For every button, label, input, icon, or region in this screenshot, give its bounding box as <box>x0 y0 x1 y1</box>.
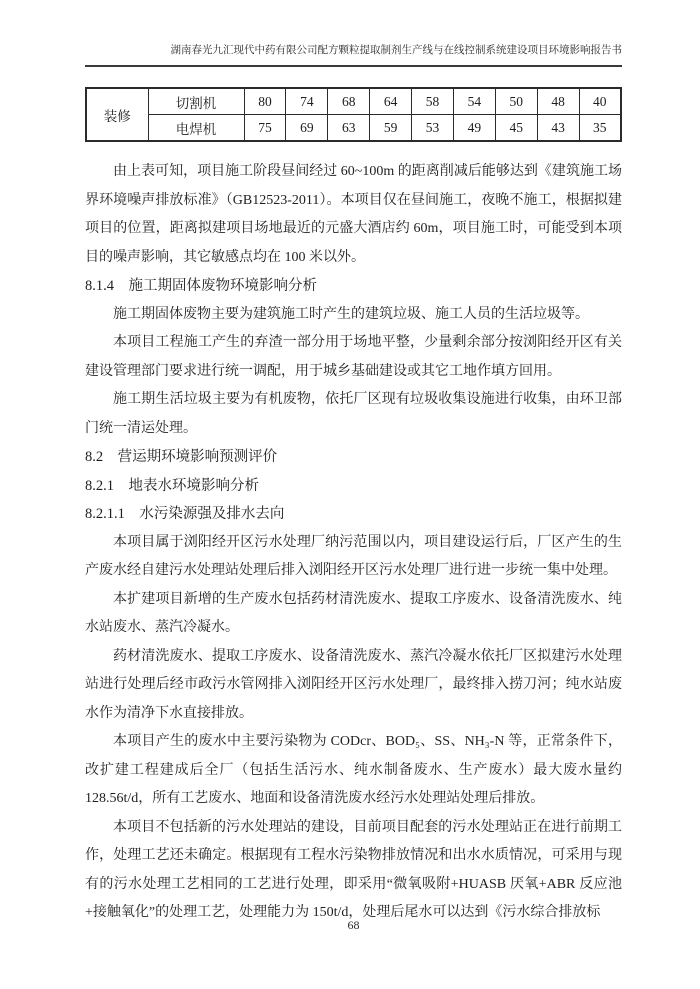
table-cell-value: 40 <box>579 88 621 115</box>
table-cell-value: 53 <box>412 115 454 142</box>
heading-8-2: 8.2 营运期环境影响预测评价 <box>85 449 278 465</box>
table-cell-value: 74 <box>286 88 328 115</box>
paragraph-wastewater-routing: 药材清洗废水、提取工序废水、设备清洗废水、蒸汽冷凝水依托厂区拟建污水处理站进行处理后经市政污水管网排入浏阳经开区污水处理厂，最终排入捞刀河；纯水站废水作为清净下水直接排放。 <box>85 648 622 721</box>
table-cell-value: 75 <box>244 115 286 142</box>
table-cell-stage-label: 装修 <box>86 88 148 141</box>
table-cell-value: 68 <box>328 88 370 115</box>
heading-8-2-1: 8.2.1 地表水环境影响分析 <box>85 477 259 494</box>
construction-noise-table <box>85 87 622 142</box>
page-footer <box>85 918 622 933</box>
table-cell-machine-label: 切割机 <box>148 88 244 115</box>
noise-table-section <box>85 87 622 142</box>
table-cell-value: 58 <box>412 88 454 115</box>
page-content <box>85 44 622 928</box>
heading-8-2-1-1: 8.2.1.1 水污染源强及排水去向 <box>85 506 285 522</box>
table-cell-value: 49 <box>453 115 495 142</box>
table-cell-value: 64 <box>370 88 412 115</box>
paragraph-treatment-station-plan: 本项目不包括新的污水处理站的建设，目前项目配套的污水处理站正在进行前期工作，处理工艺还未确定。根据现有工程水污染物排放情况和出水水质情况，可采用与现有的污水处理工艺相同的工艺进行处理，即采用“微氧吸附+HUASB 厌氧+ABR 反应池+接触氧化”的处理工艺，处理能力为 150t/d，处理后尾水可以达到《污水综合排放标 <box>85 819 622 920</box>
document-body <box>85 158 622 928</box>
table-cell-value: 54 <box>453 88 495 115</box>
table-cell-value: 35 <box>579 115 621 142</box>
table-cell-value: 80 <box>244 88 286 115</box>
table-row <box>86 115 621 142</box>
heading-8-1-4: 8.1.4 施工期固体废物环境影响分析 <box>85 278 317 294</box>
paragraph-noise-conclusion: 由上表可知，项目施工阶段昼间经过 60~100m 的距离削减后能够达到《建筑施工场界环境噪声排放标准》（GB12523-2011）。本项目仅在昼间施工，夜晚不施工，根据拟建项目的位置，距离拟建项目场地最近的元盛大酒店约 60m，项目施工时，可能受到本项目的噪声影响，其它敏感点均在 100 米以外。 <box>85 164 622 265</box>
page-header <box>85 44 622 67</box>
paragraph-sewage-scope: 本项目属于浏阳经开区污水处理厂纳污范围以内，项目建设运行后，厂区产生的生产废水经自建污水处理站处理后排入浏阳经开区污水处理厂进行进一步统一集中处理。 <box>85 534 622 578</box>
paragraph-domestic-garbage: 施工期生活垃圾主要为有机废物，依托厂区现有垃圾收集设施进行收集，由环卫部门统一清运处理。 <box>85 392 622 436</box>
table-cell-value: 45 <box>495 115 537 142</box>
running-head-title: 湖南春光九汇现代中药有限公司配方颗粒提取制剂生产线与在线控制系统建设项目环境影响报告书 <box>85 44 622 67</box>
paragraph-solid-waste-intro: 施工期固体废物主要为建筑施工时产生的建筑垃圾、施工人员的生活垃圾等。 <box>113 306 589 322</box>
page-number: 68 <box>347 918 360 932</box>
paragraph-pollutants-load: 本项目产生的废水中主要污染物为 CODcr、BOD₅、SS、NH₃-N 等，正常条件下，改扩建工程建成后全厂（包括生活污水、纯水制备废水、生产废水）最大废水量约 128.56t/d，所有工艺废水、地面和设备清洗废水经污水处理站处理后排放。 <box>85 734 622 806</box>
table-cell-value: 63 <box>328 115 370 142</box>
table-cell-value: 50 <box>495 88 537 115</box>
table-cell-value: 69 <box>286 115 328 142</box>
table-cell-value: 48 <box>537 88 579 115</box>
paragraph-new-wastewater-types: 本扩建项目新增的生产废水包括药材清洗废水、提取工序废水、设备清洗废水、纯水站废水、蒸汽冷凝水。 <box>85 591 622 635</box>
table-row <box>86 88 621 115</box>
paragraph-spoil-disposal: 本项目工程施工产生的弃渣一部分用于场地平整，少量剩余部分按浏阳经开区有关建设管理部门要求进行统一调配，用于城乡基础建设或其它工地作填方回用。 <box>85 335 622 379</box>
table-cell-value: 59 <box>370 115 412 142</box>
table-cell-value: 43 <box>537 115 579 142</box>
table-cell-machine-label: 电焊机 <box>148 115 244 142</box>
